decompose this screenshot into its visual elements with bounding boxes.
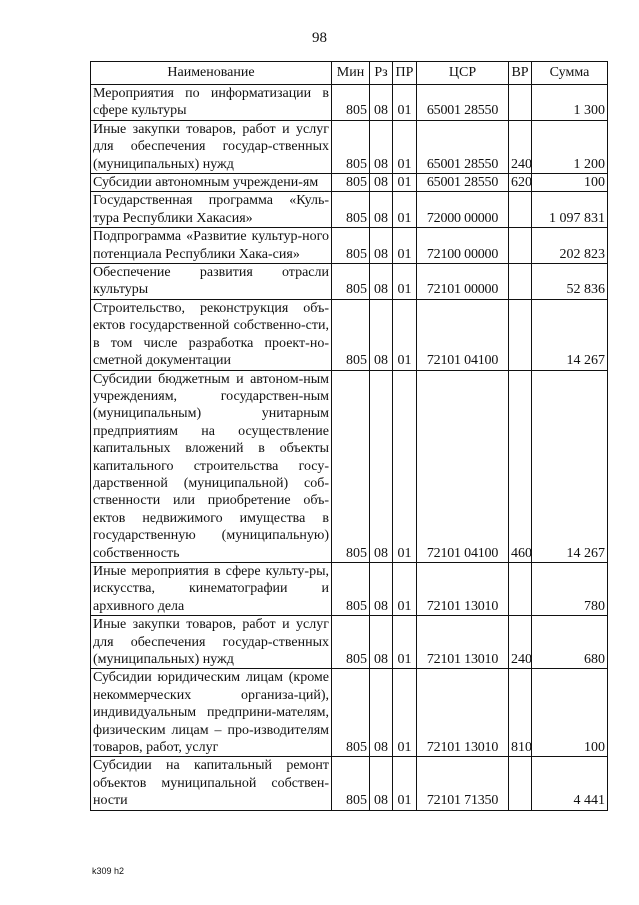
row-sum: 100: [532, 174, 608, 192]
table-header-row: [91, 62, 608, 85]
row-min: 805: [332, 85, 370, 121]
row-min: 805: [332, 757, 370, 810]
row-name: Строительство, реконструкция объ-ектов государственной собственно-сти, в том числе разработка проект-но-сметной документации: [91, 299, 332, 370]
row-csr: 72100 00000: [417, 228, 509, 264]
row-vr: [509, 264, 532, 300]
table-row: [91, 616, 608, 669]
row-csr: 65001 28550: [417, 120, 509, 173]
row-rz: 08: [370, 228, 393, 264]
row-csr: 65001 28550: [417, 174, 509, 192]
row-csr: 72101 13010: [417, 669, 509, 757]
row-name: Субсидии автономным учреждени-ям: [91, 174, 332, 192]
row-csr: 72101 13010: [417, 616, 509, 669]
row-rz: 08: [370, 757, 393, 810]
row-name: Субсидии бюджетным и автоном-ным учреждениям, государствен-ным (муниципальным) унитарным предприятиям на осуществление капитальных вложений в объекты капитального строительства госу-дарственной (муниципальной) соб-ственности или приобретение объ-ектов недвижимого имущества в государственную (муниципальную) собственность: [91, 370, 332, 562]
row-rz: 08: [370, 85, 393, 121]
row-sum: 14 267: [532, 370, 608, 562]
row-rz: 08: [370, 370, 393, 562]
row-rz: 08: [370, 264, 393, 300]
row-vr: [509, 757, 532, 810]
row-name: Субсидии на капитальный ремонт объектов муниципальной собствен-ности: [91, 757, 332, 810]
budget-table: [90, 61, 608, 811]
table-row: [91, 299, 608, 370]
row-csr: 72000 00000: [417, 192, 509, 228]
row-pr: 01: [393, 264, 417, 300]
column-header-rz: Рз: [370, 62, 393, 85]
row-name: Иные мероприятия в сфере культу-ры, искусства, кинематографии и архивного дела: [91, 562, 332, 615]
row-pr: 01: [393, 669, 417, 757]
row-min: 805: [332, 616, 370, 669]
column-header-sum: Сумма: [532, 62, 608, 85]
column-header-csr: ЦСР: [417, 62, 509, 85]
row-rz: 08: [370, 562, 393, 615]
row-sum: 1 300: [532, 85, 608, 121]
row-rz: 08: [370, 174, 393, 192]
row-sum: 100: [532, 669, 608, 757]
row-min: 805: [332, 370, 370, 562]
column-header-min: Мин: [332, 62, 370, 85]
table-row: [91, 370, 608, 562]
row-min: 805: [332, 264, 370, 300]
row-min: 805: [332, 192, 370, 228]
row-sum: 780: [532, 562, 608, 615]
row-csr: 72101 71350: [417, 757, 509, 810]
row-csr: 65001 28550: [417, 85, 509, 121]
row-min: 805: [332, 228, 370, 264]
row-rz: 08: [370, 669, 393, 757]
row-csr: 72101 00000: [417, 264, 509, 300]
table-row: [91, 757, 608, 810]
row-pr: 01: [393, 299, 417, 370]
table-row: [91, 669, 608, 757]
row-min: 805: [332, 174, 370, 192]
row-vr: 240: [509, 616, 532, 669]
row-name: Субсидии юридическим лицам (кроме некоммерческих организа-ций), индивидуальным предприни-мателям, физическим лицам – про-изводителям товаров, работ, услуг: [91, 669, 332, 757]
row-pr: 01: [393, 616, 417, 669]
row-vr: [509, 192, 532, 228]
row-min: 805: [332, 299, 370, 370]
row-vr: [509, 299, 532, 370]
table-row: [91, 228, 608, 264]
row-pr: 01: [393, 228, 417, 264]
row-rz: 08: [370, 120, 393, 173]
row-sum: 202 823: [532, 228, 608, 264]
row-csr: 72101 04100: [417, 299, 509, 370]
table-row: [91, 264, 608, 300]
row-vr: [509, 228, 532, 264]
row-csr: 72101 04100: [417, 370, 509, 562]
row-vr: 810: [509, 669, 532, 757]
page-number: 98: [312, 30, 327, 46]
column-header-vr: ВР: [509, 62, 532, 85]
column-header-name: Наименование: [91, 62, 332, 85]
row-name: Иные закупки товаров, работ и услуг для обеспечения государ-ственных (муниципальных) нужд: [91, 616, 332, 669]
row-sum: 4 441: [532, 757, 608, 810]
table-row: [91, 192, 608, 228]
row-rz: 08: [370, 616, 393, 669]
row-min: 805: [332, 669, 370, 757]
table-row: [91, 174, 608, 192]
row-pr: 01: [393, 174, 417, 192]
row-pr: 01: [393, 757, 417, 810]
row-sum: 52 836: [532, 264, 608, 300]
row-sum: 680: [532, 616, 608, 669]
row-sum: 1 200: [532, 120, 608, 173]
row-vr: 460: [509, 370, 532, 562]
column-header-pr: ПР: [393, 62, 417, 85]
row-csr: 72101 13010: [417, 562, 509, 615]
row-vr: 240: [509, 120, 532, 173]
table-row: [91, 562, 608, 615]
row-min: 805: [332, 120, 370, 173]
row-pr: 01: [393, 370, 417, 562]
row-rz: 08: [370, 192, 393, 228]
row-name: Иные закупки товаров, работ и услуг для обеспечения государ-ственных (муниципальных) нужд: [91, 120, 332, 173]
row-pr: 01: [393, 85, 417, 121]
row-pr: 01: [393, 562, 417, 615]
row-vr: 620: [509, 174, 532, 192]
row-min: 805: [332, 562, 370, 615]
table-row: [91, 120, 608, 173]
table-row: [91, 85, 608, 121]
row-rz: 08: [370, 299, 393, 370]
row-sum: 1 097 831: [532, 192, 608, 228]
row-sum: 14 267: [532, 299, 608, 370]
row-pr: 01: [393, 120, 417, 173]
row-name: Подпрограмма «Развитие культур-ного потенциала Республики Хака-сия»: [91, 228, 332, 264]
document-footer-code: k309 h2: [92, 866, 125, 876]
row-name: Государственная программа «Куль-тура Республики Хакасия»: [91, 192, 332, 228]
row-vr: [509, 85, 532, 121]
row-pr: 01: [393, 192, 417, 228]
row-name: Обеспечение развития отрасли культуры: [91, 264, 332, 300]
row-vr: [509, 562, 532, 615]
row-name: Мероприятия по информатизации в сфере культуры: [91, 85, 332, 121]
